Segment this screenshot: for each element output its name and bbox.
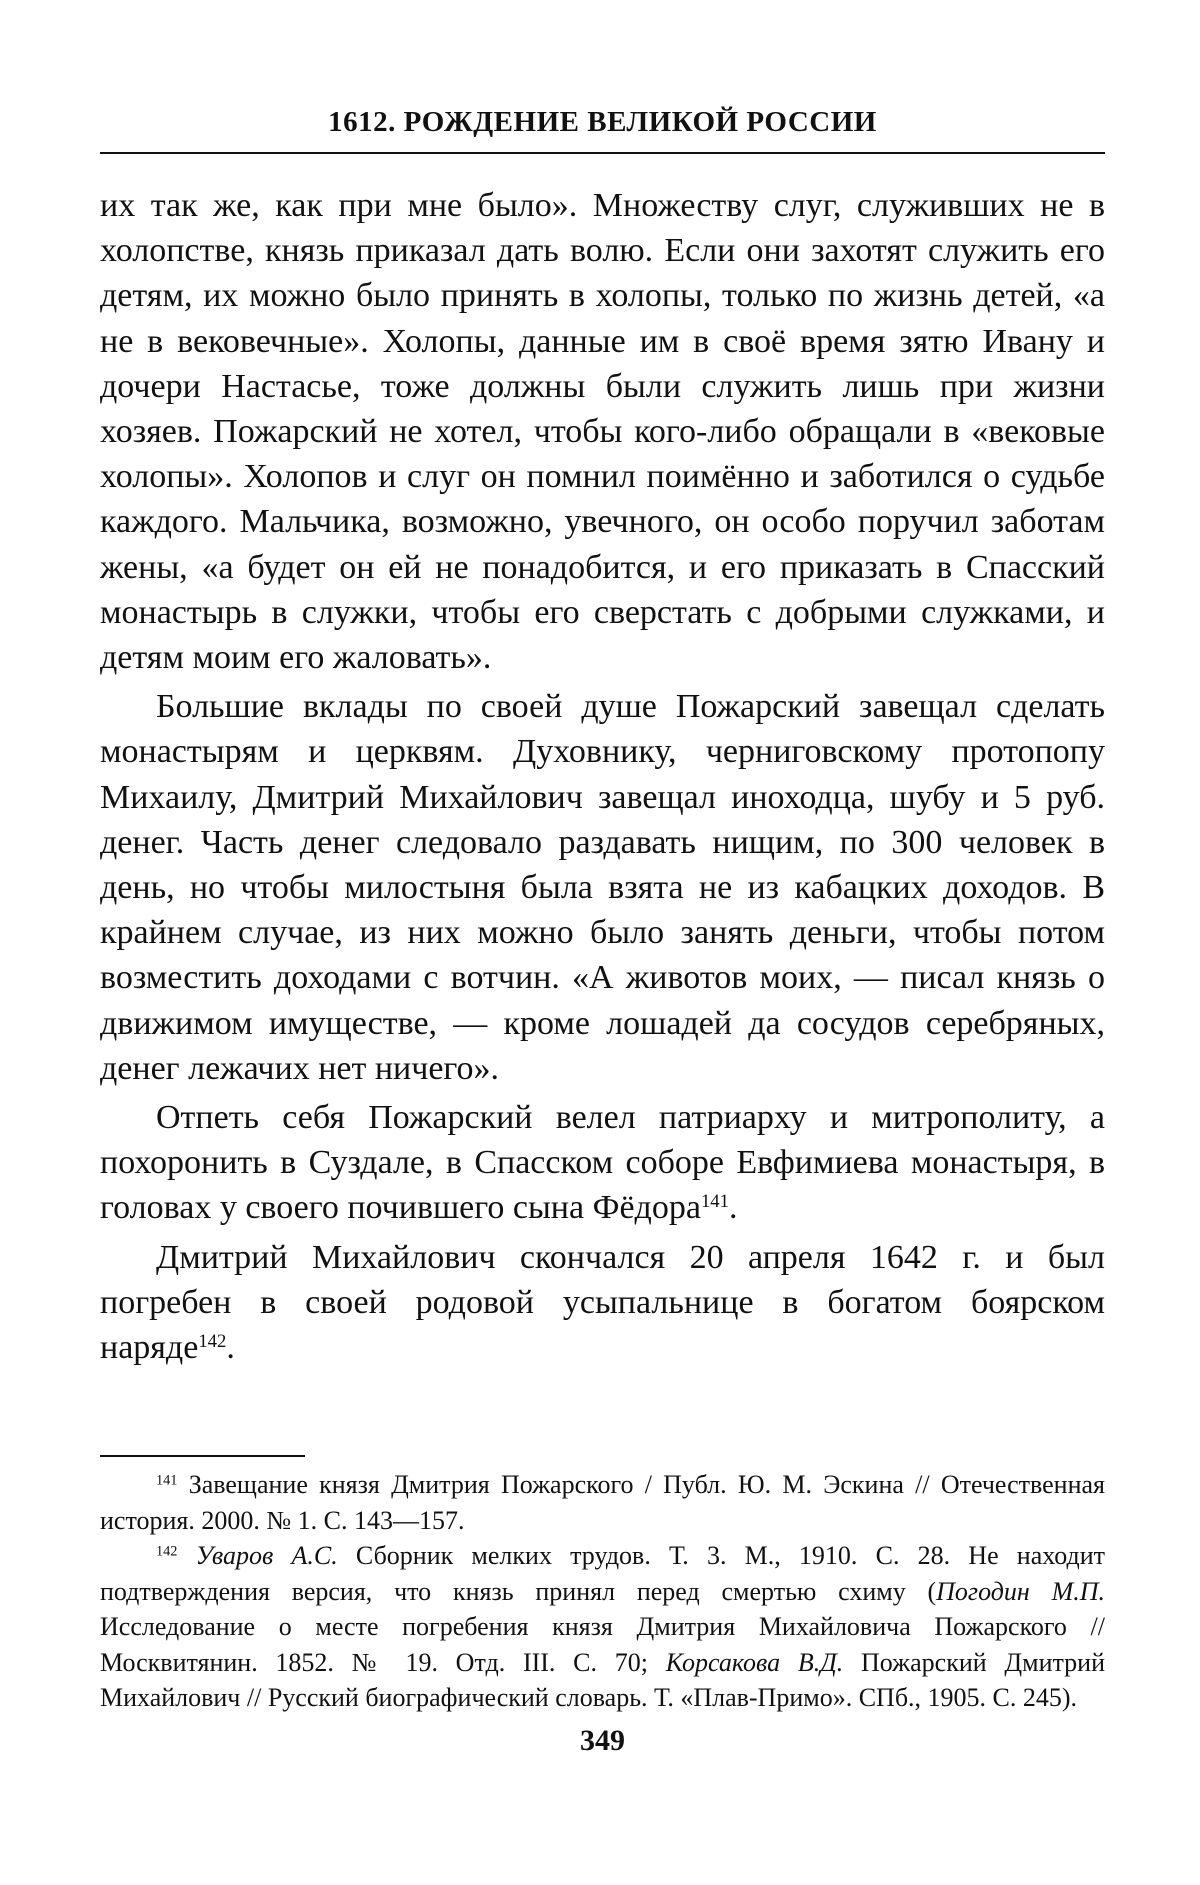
paragraph-period: .: [728, 1189, 738, 1227]
footnote-text: Пожарский Дмитрий Михайлович // Русский биографический словарь. Т. «Плав-Примо». СПб., 1905. С. 245).: [100, 1647, 1105, 1712]
paragraph-burial-wishes: [100, 1095, 1105, 1231]
paragraph-period: .: [226, 1329, 235, 1367]
footnotes: [100, 1467, 1105, 1716]
footnote-author: Корсакова В.Д.: [665, 1647, 844, 1677]
footnote-141: [100, 1467, 1105, 1538]
footnote-text: Завещание князя Дмитрия Пожарского / Публ. Ю. М. Эскина // Отечественная история. 2000. № 1. С. 143—157.: [100, 1470, 1106, 1535]
header-rule: [100, 152, 1105, 154]
footnote-separator: [100, 1455, 305, 1457]
footnote-author: Погодин М.П.: [936, 1576, 1106, 1606]
footnote-number: 142: [156, 1543, 178, 1560]
footnote-author: Уваров А.С.: [195, 1541, 338, 1570]
paragraph-bequests: Большие вклады по своей душе Пожарский завещал сделать монастырям и церквям. Духовнику, черниговскому протопопу Михаилу, Дмитрий Михайлович завещал иноходца, шубу и 5 руб. денег. Часть денег следовало раздавать нищим, по 300 человек в день, но чтобы милостыня была взята не из кабацких доходов. В крайнем случае, из них можно было занять деньги, чтобы потом возместить доходами с вотчин. «А животов моих, — писал князь о движимом имуществе, — кроме лошадей да сосудов серебряных, денег лежачих нет ничего».: [100, 688, 1105, 1087]
footnote-text: Исследование о месте погребения князя Дмитрия Михайловича Пожарского // Москвитянин. 1852. № 19. Отд. III. С. 70;: [100, 1612, 1105, 1677]
paragraph-continuation: их так же, как при мне было». Множеству слуг, служивших не в холопстве, князь приказал дать волю. Если они захотят служить его детям, их можно было принять в холопы, только по жизнь детей, «а не в вековечные». Холопы, данные им в своё время зятю Ивану и дочери Настасье, тоже должны были служить лишь при жизни хозяев. Пожарский не хотел, чтобы кого-либо обращали в «вековые холопы». Холопов и слуг он помнил поимённо и заботился о судьбе каждого. Мальчика, возможно, увечного, он особо поручил заботам жены, «а будет он ей не понадобится, и его приказать в Спасский монастырь в служки, чтобы его сверстать с добрыми служками, и детям моим его жаловать».: [100, 187, 1105, 677]
running-title: 1612. РОЖДЕНИЕ ВЕЛИКОЙ РОССИИ: [328, 106, 877, 138]
paragraph-death: [100, 1235, 1105, 1371]
main-text: [100, 183, 1105, 1370]
paragraph-death-text: Дмитрий Михайлович скончался 20 апреля 1642 г. и был погребен в своей родовой усыпальнице в богатом боярском наряде: [100, 1238, 1105, 1367]
footnote-ref-141[interactable]: 141: [700, 1191, 729, 1213]
page-number: 349: [580, 1724, 625, 1757]
footnote-142: [100, 1538, 1105, 1716]
footnote-text: Сборник мелких трудов. Т. 3. М., 1910. С. 28. Не находит подтверждения версия, что князь принял перед смертью схиму (: [100, 1541, 1106, 1606]
footnote-ref-142[interactable]: 142: [198, 1330, 227, 1352]
footnote-number: 141: [156, 1472, 178, 1489]
paragraph-burial-text: Отпеть себя Пожарский велел патриарху и митрополиту, а похоронить в Суздале, в Спасском соборе Евфимиева монастыря, в головах у своего почившего сына Фёдора: [100, 1099, 1105, 1227]
